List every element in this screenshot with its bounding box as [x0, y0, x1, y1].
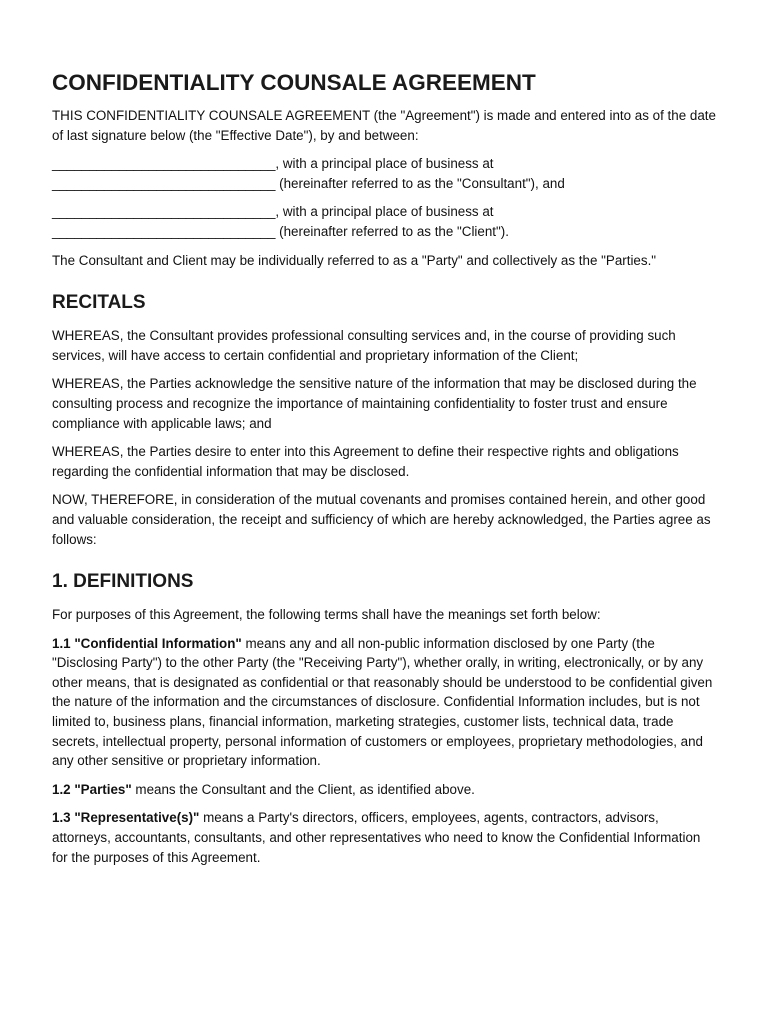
client-block	[52, 202, 718, 241]
intro-paragraph: THIS CONFIDENTIALITY COUNSALE AGREEMENT (the "Agreement") is made and entered into as of the date of last signature below (the "Effective Date"), by and between:	[52, 108, 716, 143]
definition-1-3-term: 1.3 "Representative(s)"	[52, 810, 200, 826]
definition-1-3-text: means a Party's directors, officers, employees, agents, contractors, advisors, attorneys, accountants, consultants, and other representatives who need to know the Confidential Information for the purposes of this Agreement.	[52, 810, 701, 865]
recitals-heading: RECITALS	[52, 292, 146, 314]
definition-1-1-text: means any and all non-public information disclosed by one Party (the "Disclosing Party") to the other Party (the "Receiving Party"), whether orally, in writing, electronically, or by any other means, that is designated as confidential or that reasonably should be understood to be confidential given the nature of the information and the circumstances of disclosure. Confidential Information includes, but is not limited to, business plans, financial information, marketing strategies, customer lists, technical data, trade secrets, intellectual property, personal information of customers or employees, proprietary methodologies, and any other sensitive or proprietary information.	[52, 635, 713, 769]
recital-4: NOW, THEREFORE, in consideration of the mutual covenants and promises contained herein, and other good and valuable consideration, the receipt and sufficiency of which are hereby acknowledged, the Parties agree as follows:	[52, 492, 711, 547]
definition-1-3	[52, 808, 718, 867]
client-line-1: ______________________________, with a principal place of business at	[52, 204, 494, 220]
definition-1-1	[52, 634, 718, 771]
definition-1-1-term: 1.1 "Confidential Information"	[52, 635, 242, 651]
consultant-line-2: ______________________________ (hereinafter referred to as the "Consultant"), and	[52, 175, 565, 191]
recital-2: WHEREAS, the Parties acknowledge the sensitive nature of the information that may be disclosed during the consulting process and recognize the importance of maintaining confidentiality to foster trust and ensure compliance with applicable laws; and	[52, 376, 697, 431]
recital-1: WHEREAS, the Consultant provides professional consulting services and, in the course of providing such services, will have access to certain confidential and proprietary information of the Client;	[52, 328, 676, 363]
definition-1-2-text: means the Consultant and the Client, as identified above.	[131, 781, 475, 797]
parties-paragraph: The Consultant and Client may be individually referred to as a "Party" and collectively as the "Parties."	[52, 252, 657, 268]
definitions-intro: For purposes of this Agreement, the following terms shall have the meanings set forth below:	[52, 607, 601, 623]
consultant-block	[52, 154, 718, 193]
consultant-line-1: ______________________________, with a principal place of business at	[52, 156, 494, 172]
client-line-2: ______________________________ (hereinafter referred to as the "Client").	[52, 223, 509, 239]
definitions-heading: 1. DEFINITIONS	[52, 571, 194, 593]
document-title: CONFIDENTIALITY COUNSALE AGREEMENT	[52, 70, 536, 95]
definition-1-2-term: 1.2 "Parties"	[52, 781, 132, 797]
recital-3: WHEREAS, the Parties desire to enter into this Agreement to define their respective rights and obligations regarding the confidential information that may be disclosed.	[52, 444, 679, 479]
definition-1-2	[52, 780, 718, 800]
